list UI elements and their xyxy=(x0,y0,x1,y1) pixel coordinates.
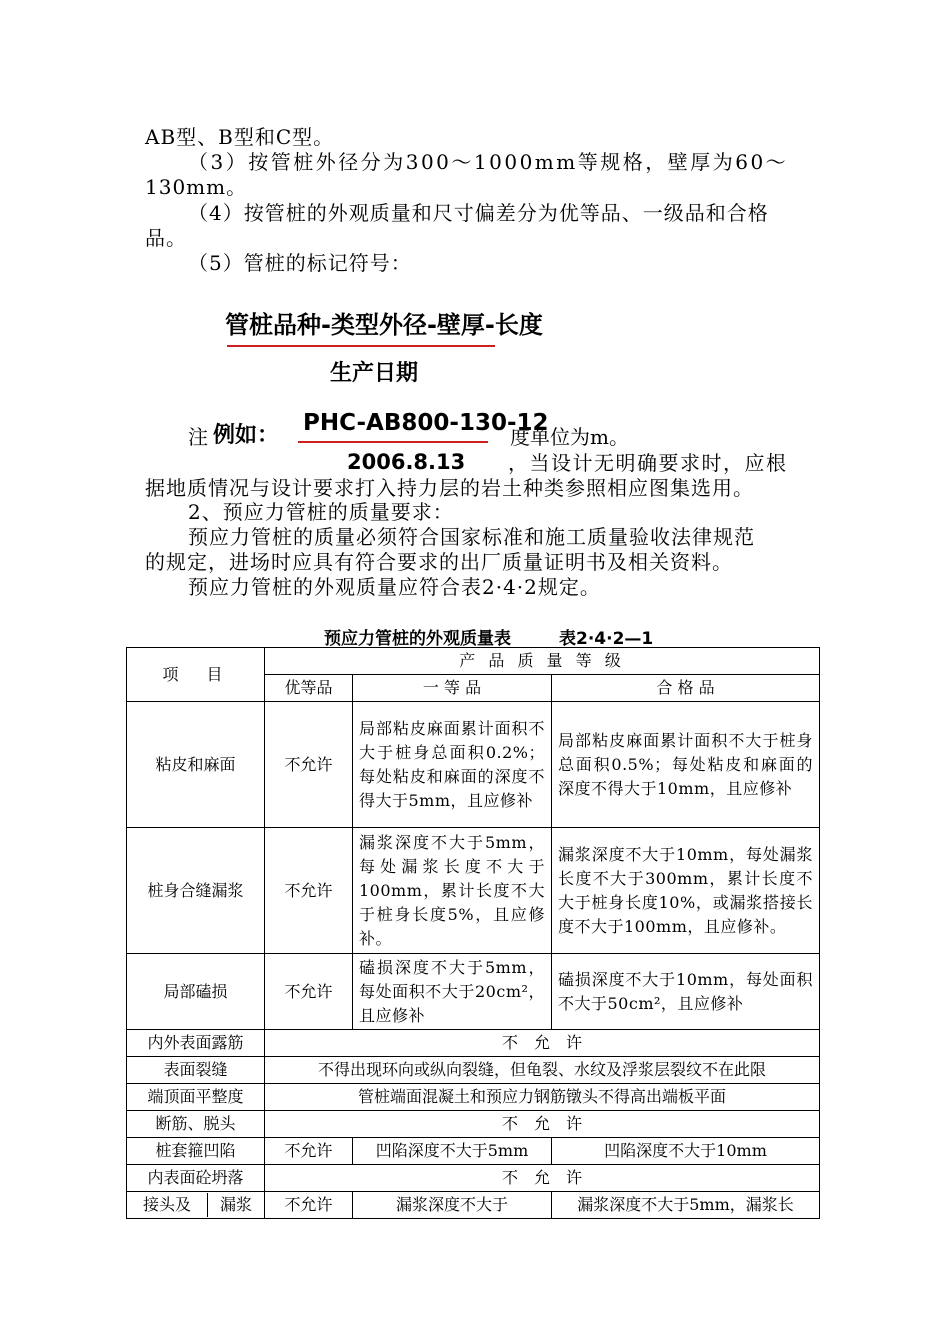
row-cell: 凹陷深度不大于5mm xyxy=(353,1138,552,1165)
row-cell: 局部粘皮麻面累计面积不大于桩身总面积0.2%；每处粘皮和麻面的深度不得大于5mm，且应修补 xyxy=(353,702,552,828)
text-fragment: 度单位为m。 xyxy=(510,425,629,449)
row-item: 内外表面露筋 xyxy=(127,1030,265,1057)
text-line: 品。 xyxy=(145,226,187,250)
row-cell: 漏浆深度不大于5mm，漏浆长 xyxy=(552,1192,820,1219)
table-title: 预应力管桩的外观质量表 xyxy=(324,629,511,649)
row-item: 内表面砼坍落 xyxy=(127,1165,265,1192)
row-cell-span: 不 允 许 xyxy=(265,1165,820,1192)
quality-table xyxy=(126,647,820,1219)
text-line: 的规定，进场时应具有符合要求的出厂质量证明书及相关资料。 xyxy=(145,550,733,574)
header-col: 一 等 品 xyxy=(353,675,552,702)
marking-date-label: 生产日期 xyxy=(330,361,419,386)
row-item: 桩套箍凹陷 xyxy=(127,1138,265,1165)
row-cell: 不允许 xyxy=(265,954,353,1030)
red-underline xyxy=(298,441,488,443)
text-line: 预应力管桩的外观质量应符合表2·4·2规定。 xyxy=(188,575,601,599)
marking-format-title: 管桩品种-类型外径-壁厚-长度 xyxy=(225,311,543,339)
text-line: （5）管桩的标记符号： xyxy=(188,251,412,275)
table-number: 表2·4·2—1 xyxy=(559,629,654,649)
row-cell: 凹陷深度不大于10mm xyxy=(552,1138,820,1165)
row-cell: 磕损深度不大于5mm，每处面积不大于20cm²，且应修补 xyxy=(353,954,552,1030)
text-line: 2、预应力管桩的质量要求： xyxy=(188,500,454,524)
text-line: （4）按管桩的外观质量和尺寸偏差分为优等品、一级品和合格 xyxy=(188,201,769,225)
row-item-part: 漏浆 xyxy=(219,1195,252,1214)
row-item: 表面裂缝 xyxy=(127,1057,265,1084)
row-cell: 局部粘皮麻面累计面积不大于桩身总面积0.5%；每处粘皮和麻面的深度不得大于10mm，且应修补 xyxy=(552,702,820,828)
red-underline xyxy=(227,345,495,347)
text-line: 130mm。 xyxy=(145,175,248,199)
example-date: 2006.8.13 xyxy=(347,450,466,474)
example-label: 例如： xyxy=(213,423,280,448)
text-fragment: 注 xyxy=(188,425,208,449)
row-item: 断筋、脱头 xyxy=(127,1111,265,1138)
row-cell: 不允许 xyxy=(265,828,353,954)
row-cell: 不允许 xyxy=(265,1138,353,1165)
row-item xyxy=(127,1192,265,1219)
text-line: （3）按管桩外径分为300～1000mm等规格，壁厚为60～ xyxy=(188,150,789,174)
row-item-part: 接头及 xyxy=(127,1193,208,1217)
text-fragment: ，当设计无明确要求时，应根 xyxy=(508,451,788,475)
row-cell: 磕损深度不大于10mm，每处面积不大于50cm²，且应修补 xyxy=(552,954,820,1030)
text-line: AB型、B型和C型。 xyxy=(145,125,335,149)
header-col: 合 格 品 xyxy=(552,675,820,702)
row-item: 粘皮和麻面 xyxy=(127,702,265,828)
row-cell: 不允许 xyxy=(265,1192,353,1219)
row-cell-span: 管桩端面混凝土和预应力钢筋镦头不得高出端板平面 xyxy=(265,1084,820,1111)
text-line: 预应力管桩的质量必须符合国家标准和施工质量验收法律规范 xyxy=(188,525,755,549)
header-grade: 产 品 质 量 等 级 xyxy=(265,648,820,675)
header-item: 项 目 xyxy=(127,648,265,702)
row-cell-span: 不得出现环向或纵向裂缝，但龟裂、水纹及浮浆层裂纹不在此限 xyxy=(265,1057,820,1084)
row-cell: 不允许 xyxy=(265,702,353,828)
row-cell-span: 不 允 许 xyxy=(265,1111,820,1138)
table-caption xyxy=(324,624,653,649)
row-item: 端顶面平整度 xyxy=(127,1084,265,1111)
example-code: PHC-AB800-130-12 xyxy=(303,410,549,436)
row-item: 局部磕损 xyxy=(127,954,265,1030)
text-line: 据地质情况与设计要求打入持力层的岩土种类参照相应图集选用。 xyxy=(145,476,754,500)
row-cell: 漏浆深度不大于5mm，每处漏浆长度不大于100mm，累计长度不大于桩身长度5%，且应修补。 xyxy=(353,828,552,954)
header-col: 优等品 xyxy=(265,675,353,702)
row-item: 桩身合缝漏浆 xyxy=(127,828,265,954)
row-cell: 漏浆深度不大于 xyxy=(353,1192,552,1219)
row-cell-span: 不 允 许 xyxy=(265,1030,820,1057)
row-cell: 漏浆深度不大于10mm，每处漏浆长度不大于300mm，累计长度不大于桩身长度10%，或漏浆搭接长度不大于100mm，且应修补。 xyxy=(552,828,820,954)
